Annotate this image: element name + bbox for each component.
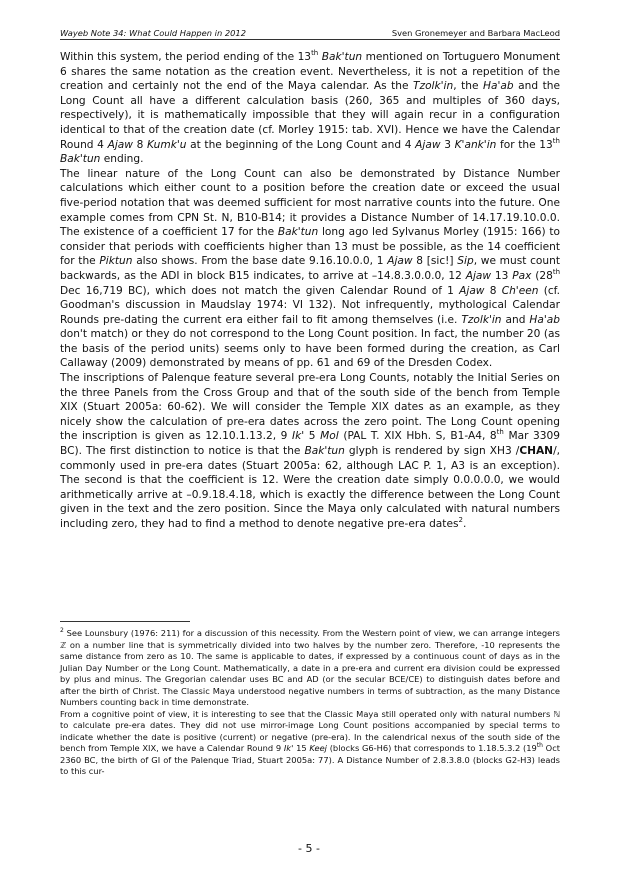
superscript: th xyxy=(552,267,561,276)
text-run: The linear nature of the Long Count can also be demonstrated by Distance Number calculations which either count to a position before the creation date or exceed the usual five-period notation that was deemed sufficient for most narrative counts into the future. One example comes from CPN St. N, B10-B14; it provides a Distance Number of 14.17.19.10.0.0. The existence of a coefficient 17 for the xyxy=(60,167,560,239)
footnote-paragraph xyxy=(60,709,560,778)
superscript: th xyxy=(311,48,319,57)
text-run: 15 xyxy=(293,743,310,753)
superscript: 2 xyxy=(60,627,64,635)
header-rule xyxy=(60,39,560,40)
header-authors: Sven Gronemeyer and Barbara MacLeod xyxy=(391,28,560,38)
superscript: th xyxy=(552,136,560,145)
text-run: 13 xyxy=(491,269,513,282)
text-run: 8 [sic!] xyxy=(412,255,458,268)
bold-term: CHAN xyxy=(519,445,554,458)
paragraph xyxy=(60,50,560,167)
superscript: th xyxy=(536,742,543,750)
footnote xyxy=(60,628,560,778)
italic-term: Pax xyxy=(512,269,532,282)
italic-term: Ik' xyxy=(283,743,294,753)
text-run: Mar 3309 BC). The first distinction to notice is that the xyxy=(60,430,561,458)
italic-term: Ajaw xyxy=(459,284,485,297)
italic-term: Ajaw xyxy=(465,269,492,282)
text-run: Dec 16,719 BC), which does not match the given Calendar Round of 1 xyxy=(60,284,460,297)
text-run: Oct 2360 BC, the birth of GI of the Palenque Triad, Stuart 2005a: 77). A Distance Number of 2.8.3.8.0 (blocks G2-H3) leads to this cur- xyxy=(60,743,561,776)
text-run: glyph is rendered by sign XH3 / xyxy=(344,445,520,458)
italic-term: Keej xyxy=(309,743,327,753)
italic-term: Bak'tun xyxy=(60,153,101,166)
text-run: also shows. From the base date 9.16.10.0.0, 1 xyxy=(132,255,388,268)
footnote-rule xyxy=(60,621,190,622)
text-run: long ago led Sylvanus Morley (1915: 166) to consider that periods with coefficients higher than 13 must be possible, as the 14 coefficient for the xyxy=(60,226,560,268)
text-run: Within this system, the period ending of the 13 xyxy=(60,51,312,63)
italic-term: Kumk'u xyxy=(147,138,187,151)
paragraph xyxy=(60,167,560,371)
text-run: 8 xyxy=(132,138,147,151)
text-run: for the 13 xyxy=(496,138,553,151)
text-run: . xyxy=(462,518,467,530)
text-run: 5 xyxy=(304,430,321,443)
italic-term: Bak'tun xyxy=(321,51,363,63)
italic-term: Piktun xyxy=(99,255,133,268)
text-run: (blocks G6-H6) that corresponds to 1.18.5.3.2 (19 xyxy=(327,743,537,753)
text-run: See Lounsbury (1976: 211) for a discussion of this necessity. From the Western point of view, we can arrange integers ℤ on a number line that is symmetrically divided into two halves by the number zero. Therefore, -10 represents the same distance from zero as 10. The same is applicable to dates, if expressed by a continuous count of days as in the Julian Day Number or the Long Count. Mathematically, a date in a pre-era and current era division could be expressed by plus and minus. The Gregorian calendar uses BC and AD (or the secular BCE/CE) to distinguish dates before and after the birth of Christ. The Classic Maya understood negative numbers in terms of subtraction, as the many Distance Numbers counting back in time demonstrate. xyxy=(60,628,560,707)
text-run: mentioned on Tortuguero Monument 6 shares the same notation as the creation event. Nevertheless, it is not a repetition of the creation and certainly not the end of the Maya calendar. As the xyxy=(60,51,560,93)
italic-term: Sip xyxy=(457,255,474,268)
text-run: The inscriptions of Palenque feature several pre-era Long Counts, notably the Initial Series on the three Panels from the Cross Group and that of the south side of the bench from Temple XIX (Stuart 2005a: 60-62). We will consider the Temple XIX dates as an example, as they nicely show the calculation of pre-era dates across the zero point. The Long Count opening the inscription is given as 12.10.1.13.2, 9 xyxy=(60,372,560,443)
italic-term: Bak'tun xyxy=(277,226,319,239)
text-run: don't match) or they do not correspond to the Long Count position. In fact, the number 20 (as the basis of the period units) seems only to have been formed during the creation, as Carl Callaway (2009) demonstrated by means of pp. 61 and 69 of the Dresden Codex. xyxy=(60,328,560,370)
footnote-paragraph xyxy=(60,628,560,709)
superscript: th xyxy=(496,428,504,437)
italic-term: Ik' xyxy=(292,430,305,443)
running-header xyxy=(60,22,560,38)
superscript: 2 xyxy=(458,515,463,524)
text-run: 8 xyxy=(484,284,502,297)
text-run: /, commonly used in pre-era dates (Stuart 2005a: 62, although LAC P. 1, A3 is an exception). The second is that the coefficient is 12. Were the creation date simply 0.0.0.0.0, we would arithmetically arrive at –0.9.18.4.18, which is exactly the difference between the Long Count given in the text and the zero position. Since the Maya only calculated with natural numbers including zero, they had to find a method to denote negative pre-era dates xyxy=(60,445,560,530)
italic-term: Ajaw xyxy=(107,138,133,151)
text-run: , the xyxy=(453,80,484,93)
italic-term: Ajaw xyxy=(415,138,441,151)
italic-term: Ch'een xyxy=(501,284,539,297)
italic-term: K'ank'in xyxy=(454,138,497,151)
italic-term: Ha'ab xyxy=(483,80,514,93)
header-series-title: Wayeb Note 34: What Could Happen in 2012 xyxy=(60,28,246,38)
italic-term: Tzolk'in xyxy=(413,80,454,93)
text-run: at the beginning of the Long Count and 4 xyxy=(186,138,416,151)
page-number: - 5 - xyxy=(298,842,320,855)
text-run: 3 xyxy=(440,138,455,151)
text-run: From a cognitive point of view, it is interesting to see that the Classic Maya still operated only with natural numbers ℕ to calculate pre-era dates. They did not use mirror-image Long Count positions accompanied by special terms to indicate whether the date is positive (current) or negative (pre-era). In the calendrical nexus of the south side of the bench from Temple XIX, we have a Calendar Round 9 xyxy=(60,708,560,753)
italic-term: Bak'tun xyxy=(304,445,345,458)
text-run: (28 xyxy=(531,269,553,282)
text-run: (cf. Goodman's discussion in Maudslay 1974: VI 132). Not infrequently, mythological Calendar Rounds pre-dating the current era either fail to fit among themselves (i.e. xyxy=(60,284,560,326)
paragraph xyxy=(60,371,560,532)
text-run: and the Long Count all have a different calculation basis (260, 365 and multiples of 360 days, respectively), it is mathematically impossible that they will again recur in a configuration identical to that of the creation date (cf. Morley 1915: tab. XVI). Hence we have the Calendar Round 4 xyxy=(60,80,560,151)
text-run: ending. xyxy=(100,153,144,166)
text-run: , we must count backwards, as the ADI in block B15 indicates, to arrive at –14.8.3.0.0.0, 12 xyxy=(60,255,560,282)
text-run: and xyxy=(501,313,530,326)
italic-term: Mol xyxy=(320,430,339,443)
italic-term: Ajaw xyxy=(387,255,413,268)
italic-term: Ha'ab xyxy=(529,313,560,326)
text-run: (PAL T. XIX Hbh. S, B1-A4, 8 xyxy=(338,430,497,443)
main-text xyxy=(60,50,560,532)
italic-term: Tzolk'in xyxy=(461,313,502,326)
